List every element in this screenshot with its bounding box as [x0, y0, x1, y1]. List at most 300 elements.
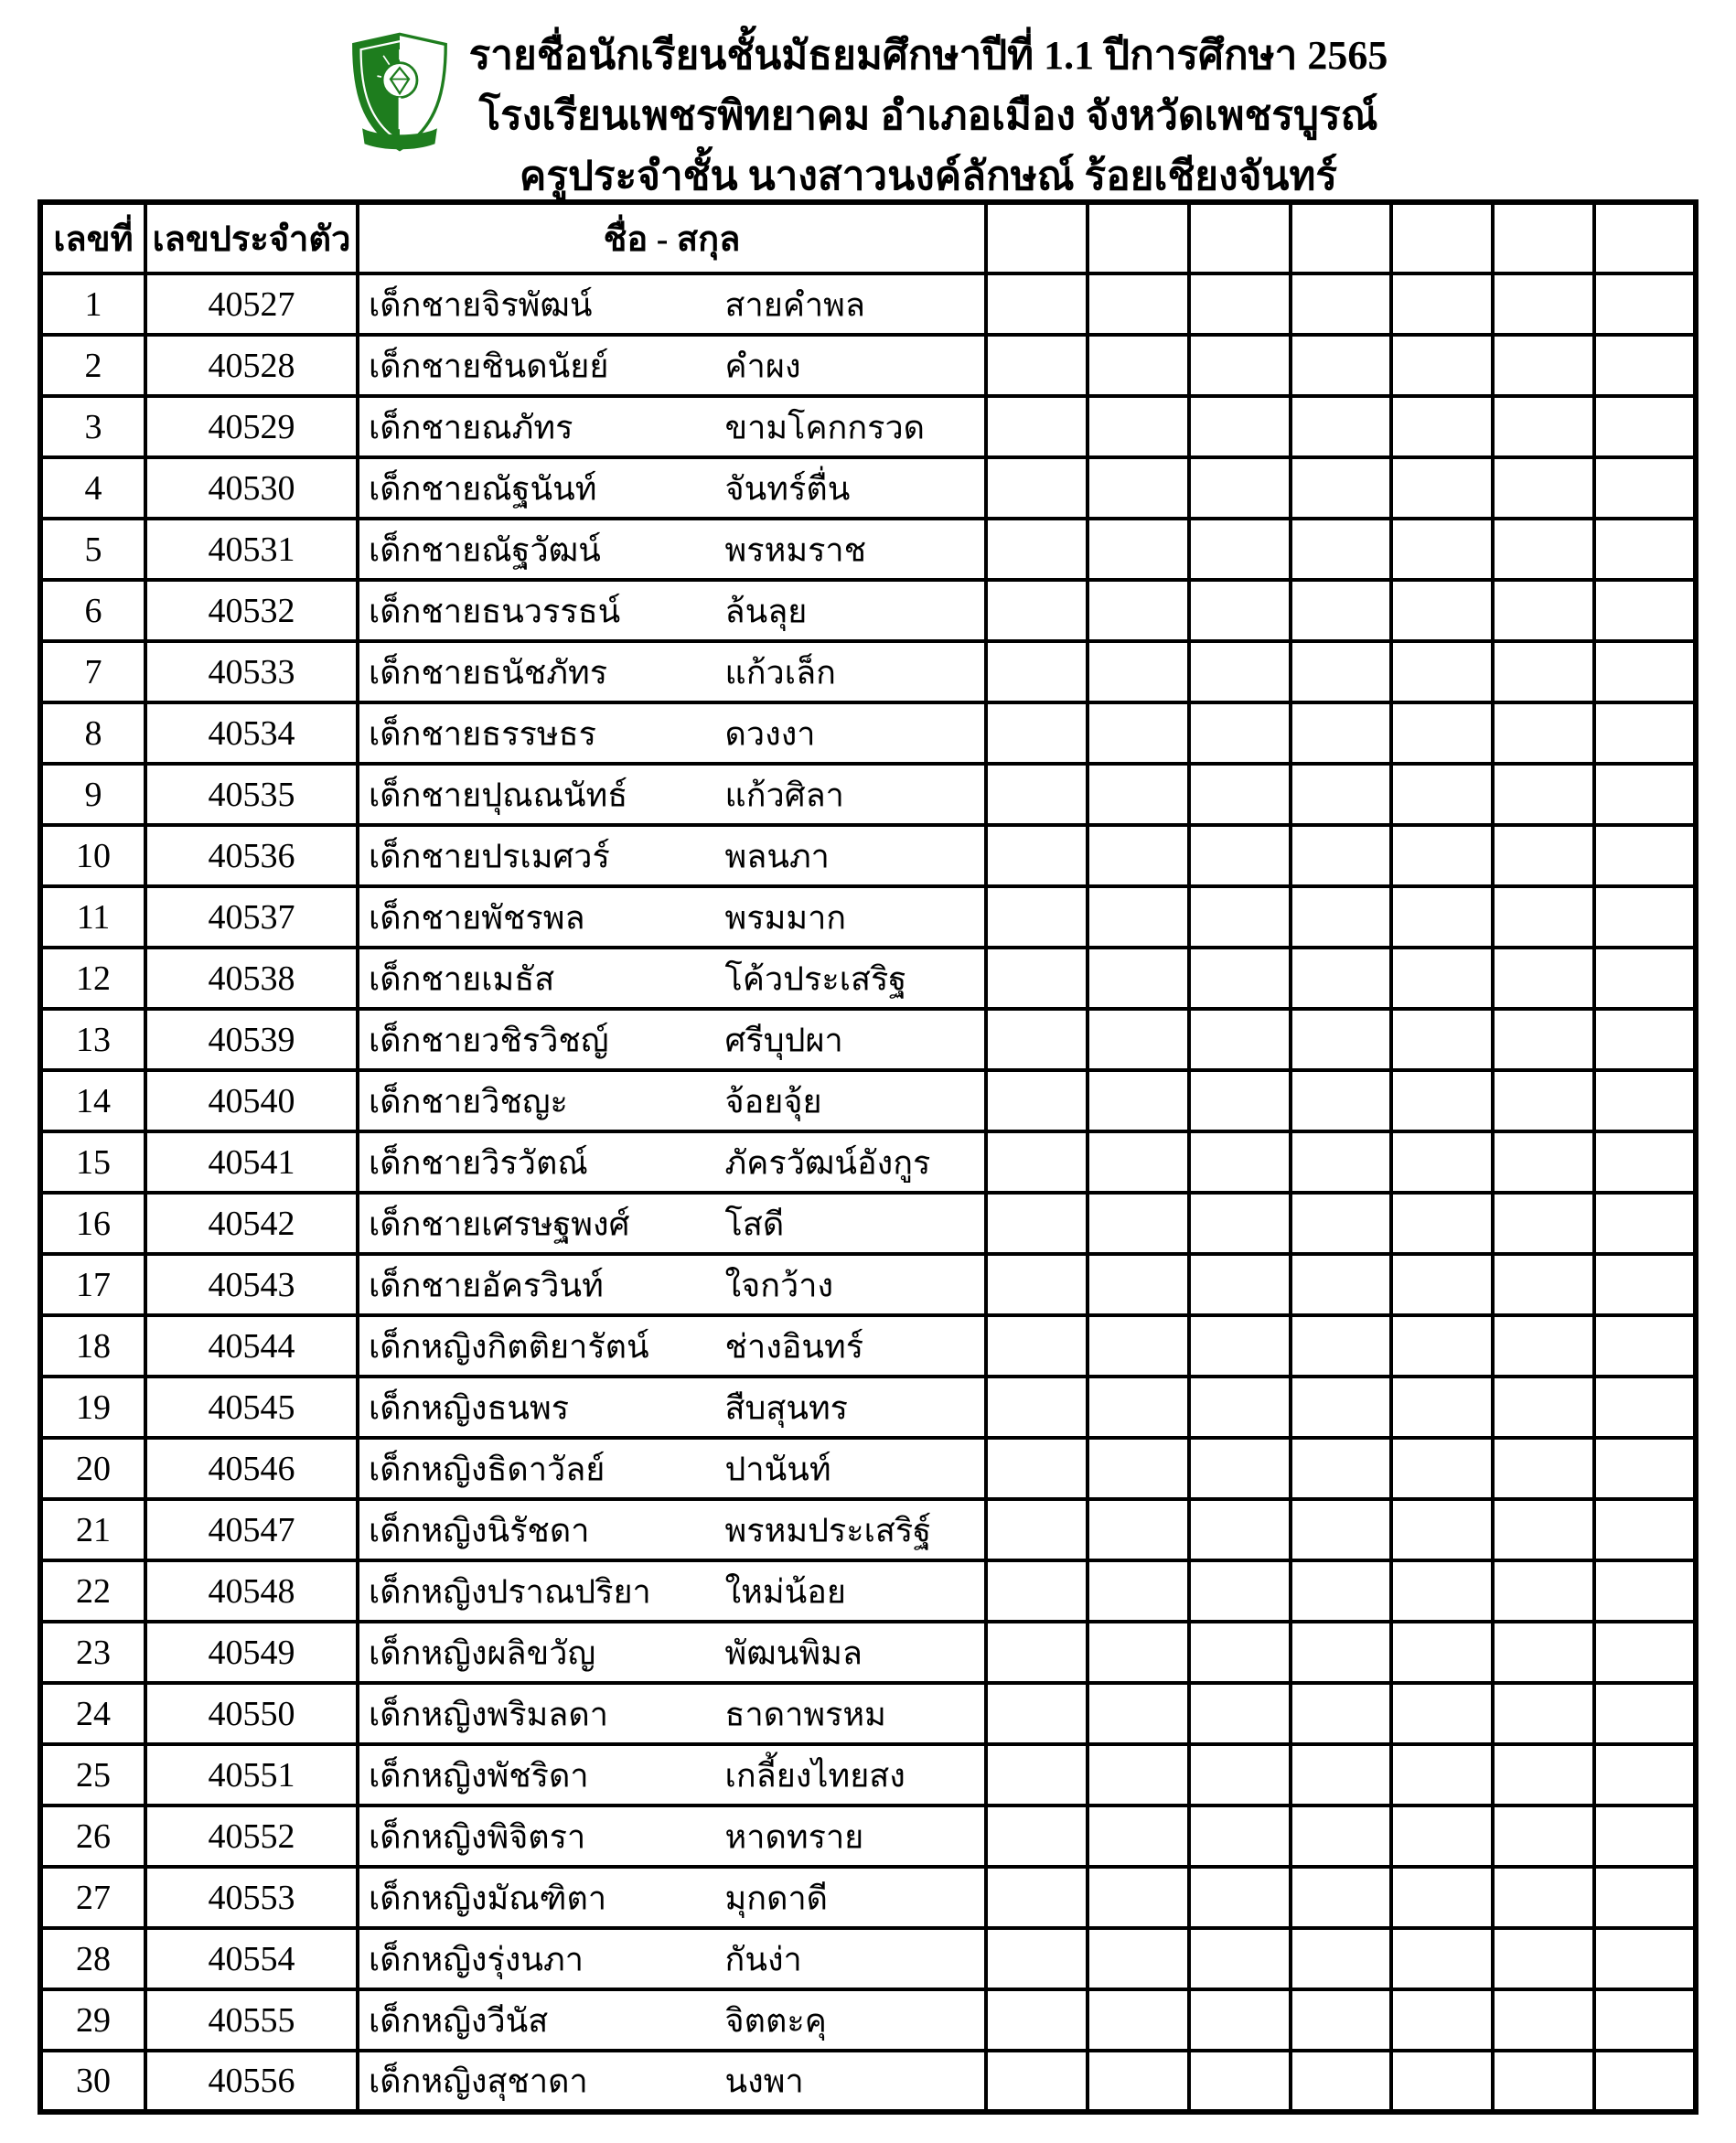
student-last-name: ล้นลุย	[724, 593, 808, 629]
document-title: รายชื่อนักเรียนชั้นมัธยมศึกษาปีที่ 1.1 ปีการศึกษา 2565	[468, 33, 1388, 78]
student-last-name: หาดทราย	[724, 1818, 864, 1855]
header-empty-cell	[1189, 202, 1291, 273]
empty-grid-cell	[1493, 1805, 1594, 1867]
row-number-cell: 18	[40, 1315, 145, 1377]
empty-grid-cell	[1088, 1377, 1189, 1438]
empty-grid-cell	[1391, 1438, 1493, 1499]
student-row	[40, 1438, 1696, 1499]
empty-grid-cell	[1493, 1193, 1594, 1254]
empty-grid-cell	[1391, 702, 1493, 764]
row-number-cell: 14	[40, 1070, 145, 1131]
empty-grid-cell	[1594, 1009, 1696, 1070]
empty-grid-cell	[1594, 1193, 1696, 1254]
header-empty-cell	[1088, 202, 1189, 273]
empty-grid-cell	[1391, 1377, 1493, 1438]
empty-grid-cell	[1088, 1867, 1189, 1928]
student-last-name: พรมมาก	[724, 899, 847, 936]
empty-grid-cell	[1291, 1683, 1392, 1744]
empty-grid-cell	[1088, 1744, 1189, 1805]
student-last-name: จ้อยจุ้ย	[724, 1083, 822, 1120]
student-first-name: เด็กหญิงผลิขวัญ	[369, 1634, 596, 1671]
row-number-cell: 17	[40, 1254, 145, 1315]
student-last-name: มุกดาดี	[724, 1880, 829, 1916]
student-last-name: นงพา	[724, 2063, 804, 2100]
empty-grid-cell	[1291, 580, 1392, 641]
empty-grid-cell	[1594, 1131, 1696, 1193]
empty-grid-cell	[986, 948, 1088, 1009]
empty-grid-cell	[1088, 1131, 1189, 1193]
empty-grid-cell	[1189, 702, 1291, 764]
empty-grid-cell	[1189, 1009, 1291, 1070]
empty-grid-cell	[1391, 1070, 1493, 1131]
row-number-cell: 15	[40, 1131, 145, 1193]
header-empty-cell	[1391, 202, 1493, 273]
student-last-name: ศรีบุปผา	[724, 1022, 843, 1058]
empty-grid-cell	[1493, 1622, 1594, 1683]
student-id-cell: 40554	[145, 1928, 358, 1989]
student-last-name: พรหมประเสริฐ์	[724, 1512, 932, 1548]
student-row	[40, 825, 1696, 886]
empty-grid-cell	[1291, 1499, 1392, 1560]
header-name: ชื่อ - สกุล	[358, 202, 986, 273]
student-last-name: ขามโคกกรวด	[724, 409, 926, 445]
empty-grid-cell	[1391, 1131, 1493, 1193]
empty-grid-cell	[1594, 1438, 1696, 1499]
empty-grid-cell	[1594, 825, 1696, 886]
empty-grid-cell	[986, 519, 1088, 580]
student-first-name: เด็กชายวิชญะ	[369, 1083, 568, 1120]
empty-grid-cell	[986, 1989, 1088, 2051]
empty-grid-cell	[1291, 1009, 1392, 1070]
empty-grid-cell	[1088, 1683, 1189, 1744]
student-id-cell: 40543	[145, 1254, 358, 1315]
school-name-line: โรงเรียนเพชรพิทยาคม อำเภอเมือง จังหวัดเพชรบูรณ์	[478, 93, 1378, 138]
header-row	[40, 202, 1696, 273]
empty-grid-cell	[1391, 825, 1493, 886]
student-id-cell: 40541	[145, 1131, 358, 1193]
empty-grid-cell	[1493, 519, 1594, 580]
empty-grid-cell	[1291, 335, 1392, 396]
student-last-name: พัฒนพิมล	[724, 1634, 863, 1671]
student-first-name: เด็กชายวิรวัตณ์	[369, 1144, 588, 1181]
empty-grid-cell	[986, 825, 1088, 886]
empty-grid-cell	[1291, 1560, 1392, 1622]
empty-grid-cell	[1391, 1867, 1493, 1928]
empty-grid-cell	[1189, 886, 1291, 948]
student-row	[40, 1744, 1696, 1805]
student-first-name: เด็กหญิงกิตติยารัตน์	[369, 1328, 649, 1365]
student-row	[40, 764, 1696, 825]
student-first-name: เด็กหญิงธิดาวัลย์	[369, 1451, 605, 1487]
row-number-cell: 21	[40, 1499, 145, 1560]
empty-grid-cell	[1391, 335, 1493, 396]
empty-grid-cell	[1594, 1070, 1696, 1131]
empty-grid-cell	[986, 273, 1088, 335]
empty-grid-cell	[1594, 1315, 1696, 1377]
empty-grid-cell	[1291, 396, 1392, 457]
empty-grid-cell	[986, 1928, 1088, 1989]
student-first-name: เด็กหญิงพัชริดา	[369, 1757, 589, 1794]
student-first-name: เด็กชายเมธัส	[369, 960, 555, 997]
empty-grid-cell	[1291, 2051, 1392, 2112]
empty-grid-cell	[986, 1070, 1088, 1131]
empty-grid-cell	[1088, 457, 1189, 519]
empty-grid-cell	[1594, 273, 1696, 335]
empty-grid-cell	[1088, 886, 1189, 948]
roster-table-head	[40, 202, 1696, 273]
row-number-cell: 25	[40, 1744, 145, 1805]
empty-grid-cell	[1493, 1867, 1594, 1928]
empty-grid-cell	[986, 396, 1088, 457]
empty-grid-cell	[1594, 1622, 1696, 1683]
empty-grid-cell	[986, 886, 1088, 948]
empty-grid-cell	[1594, 1744, 1696, 1805]
empty-grid-cell	[1291, 1315, 1392, 1377]
student-name-cell	[358, 1560, 986, 1622]
empty-grid-cell	[1493, 457, 1594, 519]
student-first-name: เด็กชายธนวรรธน์	[369, 593, 621, 629]
empty-grid-cell	[1189, 641, 1291, 702]
student-row	[40, 886, 1696, 948]
student-row	[40, 1928, 1696, 1989]
row-number-cell: 1	[40, 273, 145, 335]
empty-grid-cell	[986, 335, 1088, 396]
student-name-cell	[358, 948, 986, 1009]
student-id-cell: 40550	[145, 1683, 358, 1744]
empty-grid-cell	[1391, 457, 1493, 519]
empty-grid-cell	[1493, 1131, 1594, 1193]
student-first-name: เด็กชายจิรพัฒน์	[369, 286, 593, 323]
student-name-cell	[358, 1377, 986, 1438]
student-first-name: เด็กหญิงมัณฑิตา	[369, 1880, 607, 1916]
empty-grid-cell	[1493, 1989, 1594, 2051]
empty-grid-cell	[1594, 2051, 1696, 2112]
empty-grid-cell	[1291, 273, 1392, 335]
student-first-name: เด็กหญิงรุ่งนภา	[369, 1941, 584, 1977]
student-row	[40, 641, 1696, 702]
student-last-name: กันง่า	[724, 1941, 802, 1977]
empty-grid-cell	[1189, 1744, 1291, 1805]
header-empty-cell	[1291, 202, 1392, 273]
student-id-cell: 40556	[145, 2051, 358, 2112]
row-number-cell: 22	[40, 1560, 145, 1622]
student-row	[40, 519, 1696, 580]
empty-grid-cell	[1291, 1438, 1392, 1499]
student-name-cell	[358, 1193, 986, 1254]
empty-grid-cell	[1088, 1989, 1189, 2051]
row-number-cell: 28	[40, 1928, 145, 1989]
student-row	[40, 702, 1696, 764]
empty-grid-cell	[986, 1560, 1088, 1622]
student-name-cell	[358, 1254, 986, 1315]
empty-grid-cell	[1594, 580, 1696, 641]
student-first-name: เด็กชายปุณณนัทธ์	[369, 777, 628, 813]
empty-grid-cell	[1291, 641, 1392, 702]
student-first-name: เด็กชายวชิรวิชญ์	[369, 1022, 609, 1058]
student-first-name: เด็กหญิงนิรัชดา	[369, 1512, 590, 1548]
empty-grid-cell	[1189, 764, 1291, 825]
student-id-cell: 40536	[145, 825, 358, 886]
empty-grid-cell	[986, 1254, 1088, 1315]
empty-grid-cell	[1493, 1499, 1594, 1560]
empty-grid-cell	[986, 764, 1088, 825]
row-number-cell: 6	[40, 580, 145, 641]
student-last-name: ใหม่น้อย	[724, 1573, 846, 1610]
empty-grid-cell	[1088, 1805, 1189, 1867]
student-row	[40, 1254, 1696, 1315]
student-last-name: แก้วศิลา	[724, 777, 844, 813]
row-number-cell: 29	[40, 1989, 145, 2051]
row-number-cell: 7	[40, 641, 145, 702]
empty-grid-cell	[1189, 1622, 1291, 1683]
student-row	[40, 1193, 1696, 1254]
student-last-name: ดวงงา	[724, 715, 816, 752]
empty-grid-cell	[1493, 886, 1594, 948]
student-last-name: พลนภา	[724, 838, 830, 874]
student-last-name: ธาดาพรหม	[724, 1696, 886, 1732]
empty-grid-cell	[1088, 580, 1189, 641]
row-number-cell: 8	[40, 702, 145, 764]
empty-grid-cell	[986, 1131, 1088, 1193]
empty-grid-cell	[1088, 335, 1189, 396]
student-id-cell: 40538	[145, 948, 358, 1009]
student-row	[40, 1377, 1696, 1438]
header-empty-cell	[1493, 202, 1594, 273]
empty-grid-cell	[986, 1193, 1088, 1254]
student-name-cell	[358, 886, 986, 948]
empty-grid-cell	[1391, 1254, 1493, 1315]
row-number-cell: 16	[40, 1193, 145, 1254]
empty-grid-cell	[1291, 1805, 1392, 1867]
empty-grid-cell	[1493, 1683, 1594, 1744]
row-number-cell: 12	[40, 948, 145, 1009]
student-row	[40, 1867, 1696, 1928]
empty-grid-cell	[1291, 1193, 1392, 1254]
empty-grid-cell	[1189, 1683, 1291, 1744]
empty-grid-cell	[986, 1377, 1088, 1438]
student-name-cell	[358, 457, 986, 519]
student-id-cell: 40546	[145, 1438, 358, 1499]
empty-grid-cell	[1391, 396, 1493, 457]
student-name-cell	[358, 2051, 986, 2112]
empty-grid-cell	[1189, 1560, 1291, 1622]
empty-grid-cell	[986, 641, 1088, 702]
student-first-name: เด็กชายณภัทร	[369, 409, 573, 445]
empty-grid-cell	[986, 1622, 1088, 1683]
row-number-cell: 26	[40, 1805, 145, 1867]
student-id-cell: 40555	[145, 1989, 358, 2051]
student-first-name: เด็กหญิงวีนัส	[369, 2002, 549, 2039]
empty-grid-cell	[1189, 1070, 1291, 1131]
empty-grid-cell	[1493, 1377, 1594, 1438]
empty-grid-cell	[1291, 948, 1392, 1009]
empty-grid-cell	[1493, 1928, 1594, 1989]
empty-grid-cell	[1291, 1377, 1392, 1438]
empty-grid-cell	[1291, 886, 1392, 948]
empty-grid-cell	[1594, 457, 1696, 519]
empty-grid-cell	[1391, 886, 1493, 948]
student-row	[40, 2051, 1696, 2112]
empty-grid-cell	[1189, 1438, 1291, 1499]
student-id-cell: 40549	[145, 1622, 358, 1683]
empty-grid-cell	[1391, 764, 1493, 825]
student-name-cell	[358, 1009, 986, 1070]
empty-grid-cell	[1291, 825, 1392, 886]
student-name-cell	[358, 1805, 986, 1867]
empty-grid-cell	[1291, 702, 1392, 764]
student-table-body	[40, 273, 1696, 2112]
empty-grid-cell	[1291, 457, 1392, 519]
empty-grid-cell	[1189, 1989, 1291, 2051]
empty-grid-cell	[1088, 273, 1189, 335]
student-row	[40, 396, 1696, 457]
document-header	[0, 0, 1736, 199]
empty-grid-cell	[1088, 396, 1189, 457]
empty-grid-cell	[986, 1438, 1088, 1499]
student-first-name: เด็กชายณัฐนันท์	[369, 470, 597, 507]
student-id-cell: 40529	[145, 396, 358, 457]
empty-grid-cell	[1391, 1499, 1493, 1560]
empty-grid-cell	[1391, 519, 1493, 580]
empty-grid-cell	[1189, 1499, 1291, 1560]
empty-grid-cell	[1493, 764, 1594, 825]
empty-grid-cell	[1493, 1315, 1594, 1377]
empty-grid-cell	[1493, 1744, 1594, 1805]
student-first-name: เด็กหญิงธนพร	[369, 1389, 570, 1426]
student-name-cell	[358, 1070, 986, 1131]
row-number-cell: 3	[40, 396, 145, 457]
student-row	[40, 273, 1696, 335]
empty-grid-cell	[1088, 1193, 1189, 1254]
student-name-cell	[358, 519, 986, 580]
student-last-name: โค้วประเสริฐ	[724, 960, 907, 997]
student-row	[40, 1131, 1696, 1193]
empty-grid-cell	[1493, 396, 1594, 457]
student-last-name: แก้วเล็ก	[724, 654, 836, 691]
student-id-cell: 40542	[145, 1193, 358, 1254]
empty-grid-cell	[1594, 519, 1696, 580]
empty-grid-cell	[1493, 1438, 1594, 1499]
empty-grid-cell	[1189, 1254, 1291, 1315]
empty-grid-cell	[1088, 1560, 1189, 1622]
empty-grid-cell	[1291, 1867, 1392, 1928]
student-id-cell: 40547	[145, 1499, 358, 1560]
row-number-cell: 13	[40, 1009, 145, 1070]
empty-grid-cell	[1594, 1377, 1696, 1438]
student-row	[40, 1070, 1696, 1131]
student-roster-table	[38, 199, 1698, 2115]
empty-grid-cell	[1493, 2051, 1594, 2112]
empty-grid-cell	[1088, 2051, 1189, 2112]
student-name-cell	[358, 1867, 986, 1928]
student-name-cell	[358, 641, 986, 702]
empty-grid-cell	[1594, 1560, 1696, 1622]
row-number-cell: 30	[40, 2051, 145, 2112]
student-row	[40, 1989, 1696, 2051]
student-row	[40, 1805, 1696, 1867]
student-row	[40, 1560, 1696, 1622]
empty-grid-cell	[1594, 1499, 1696, 1560]
student-first-name: เด็กหญิงพริมลดา	[369, 1696, 608, 1732]
empty-grid-cell	[1594, 1928, 1696, 1989]
student-id-cell: 40533	[145, 641, 358, 702]
empty-grid-cell	[986, 580, 1088, 641]
student-row	[40, 1499, 1696, 1560]
empty-grid-cell	[1391, 1989, 1493, 2051]
empty-grid-cell	[1391, 2051, 1493, 2112]
empty-grid-cell	[1391, 1560, 1493, 1622]
student-row	[40, 1683, 1696, 1744]
empty-grid-cell	[1391, 641, 1493, 702]
empty-grid-cell	[1088, 1499, 1189, 1560]
student-name-cell	[358, 1622, 986, 1683]
row-number-cell: 19	[40, 1377, 145, 1438]
empty-grid-cell	[1594, 1683, 1696, 1744]
empty-grid-cell	[1088, 1254, 1189, 1315]
student-name-cell	[358, 580, 986, 641]
empty-grid-cell	[1189, 1193, 1291, 1254]
empty-grid-cell	[986, 1867, 1088, 1928]
student-last-name: จันทร์ตื่น	[724, 470, 851, 507]
empty-grid-cell	[1493, 335, 1594, 396]
empty-grid-cell	[1493, 1254, 1594, 1315]
student-first-name: เด็กชายเศรษฐพงศ์	[369, 1205, 630, 1242]
student-last-name: จิตตะคุ	[724, 2002, 827, 2039]
empty-grid-cell	[986, 2051, 1088, 2112]
empty-grid-cell	[1391, 1315, 1493, 1377]
student-id-cell: 40532	[145, 580, 358, 641]
empty-grid-cell	[1189, 580, 1291, 641]
row-number-cell: 24	[40, 1683, 145, 1744]
student-first-name: เด็กชายพัชรพล	[369, 899, 585, 936]
empty-grid-cell	[1189, 519, 1291, 580]
student-last-name: ภัครวัฒน์อังกูร	[724, 1144, 931, 1181]
student-last-name: ใจกว้าง	[724, 1267, 834, 1303]
student-name-cell	[358, 1131, 986, 1193]
student-last-name: ปานันท์	[724, 1451, 831, 1487]
empty-grid-cell	[1493, 825, 1594, 886]
row-number-cell: 27	[40, 1867, 145, 1928]
student-first-name: เด็กชายธนัชภัทร	[369, 654, 608, 691]
teacher-line: ครูประจำชั้น นางสาวนงค์ลักษณ์ ร้อยเชียงจันทร์	[519, 154, 1338, 198]
header-number: เลขที่	[40, 202, 145, 273]
row-number-cell: 20	[40, 1438, 145, 1499]
empty-grid-cell	[1189, 1928, 1291, 1989]
student-row	[40, 1622, 1696, 1683]
empty-grid-cell	[986, 1744, 1088, 1805]
header-student-id: เลขประจำตัว	[145, 202, 358, 273]
row-number-cell: 4	[40, 457, 145, 519]
empty-grid-cell	[1594, 641, 1696, 702]
empty-grid-cell	[1594, 1805, 1696, 1867]
empty-grid-cell	[1493, 702, 1594, 764]
empty-grid-cell	[986, 1009, 1088, 1070]
empty-grid-cell	[1391, 1622, 1493, 1683]
row-number-cell: 2	[40, 335, 145, 396]
empty-grid-cell	[1291, 519, 1392, 580]
empty-grid-cell	[1291, 1070, 1392, 1131]
student-id-cell: 40545	[145, 1377, 358, 1438]
empty-grid-cell	[1391, 948, 1493, 1009]
empty-grid-cell	[1189, 2051, 1291, 2112]
student-name-cell	[358, 1744, 986, 1805]
empty-grid-cell	[1088, 1009, 1189, 1070]
empty-grid-cell	[1291, 1131, 1392, 1193]
student-id-cell: 40535	[145, 764, 358, 825]
student-name-cell	[358, 1499, 986, 1560]
student-row	[40, 335, 1696, 396]
student-last-name: สายคำพล	[724, 286, 865, 323]
